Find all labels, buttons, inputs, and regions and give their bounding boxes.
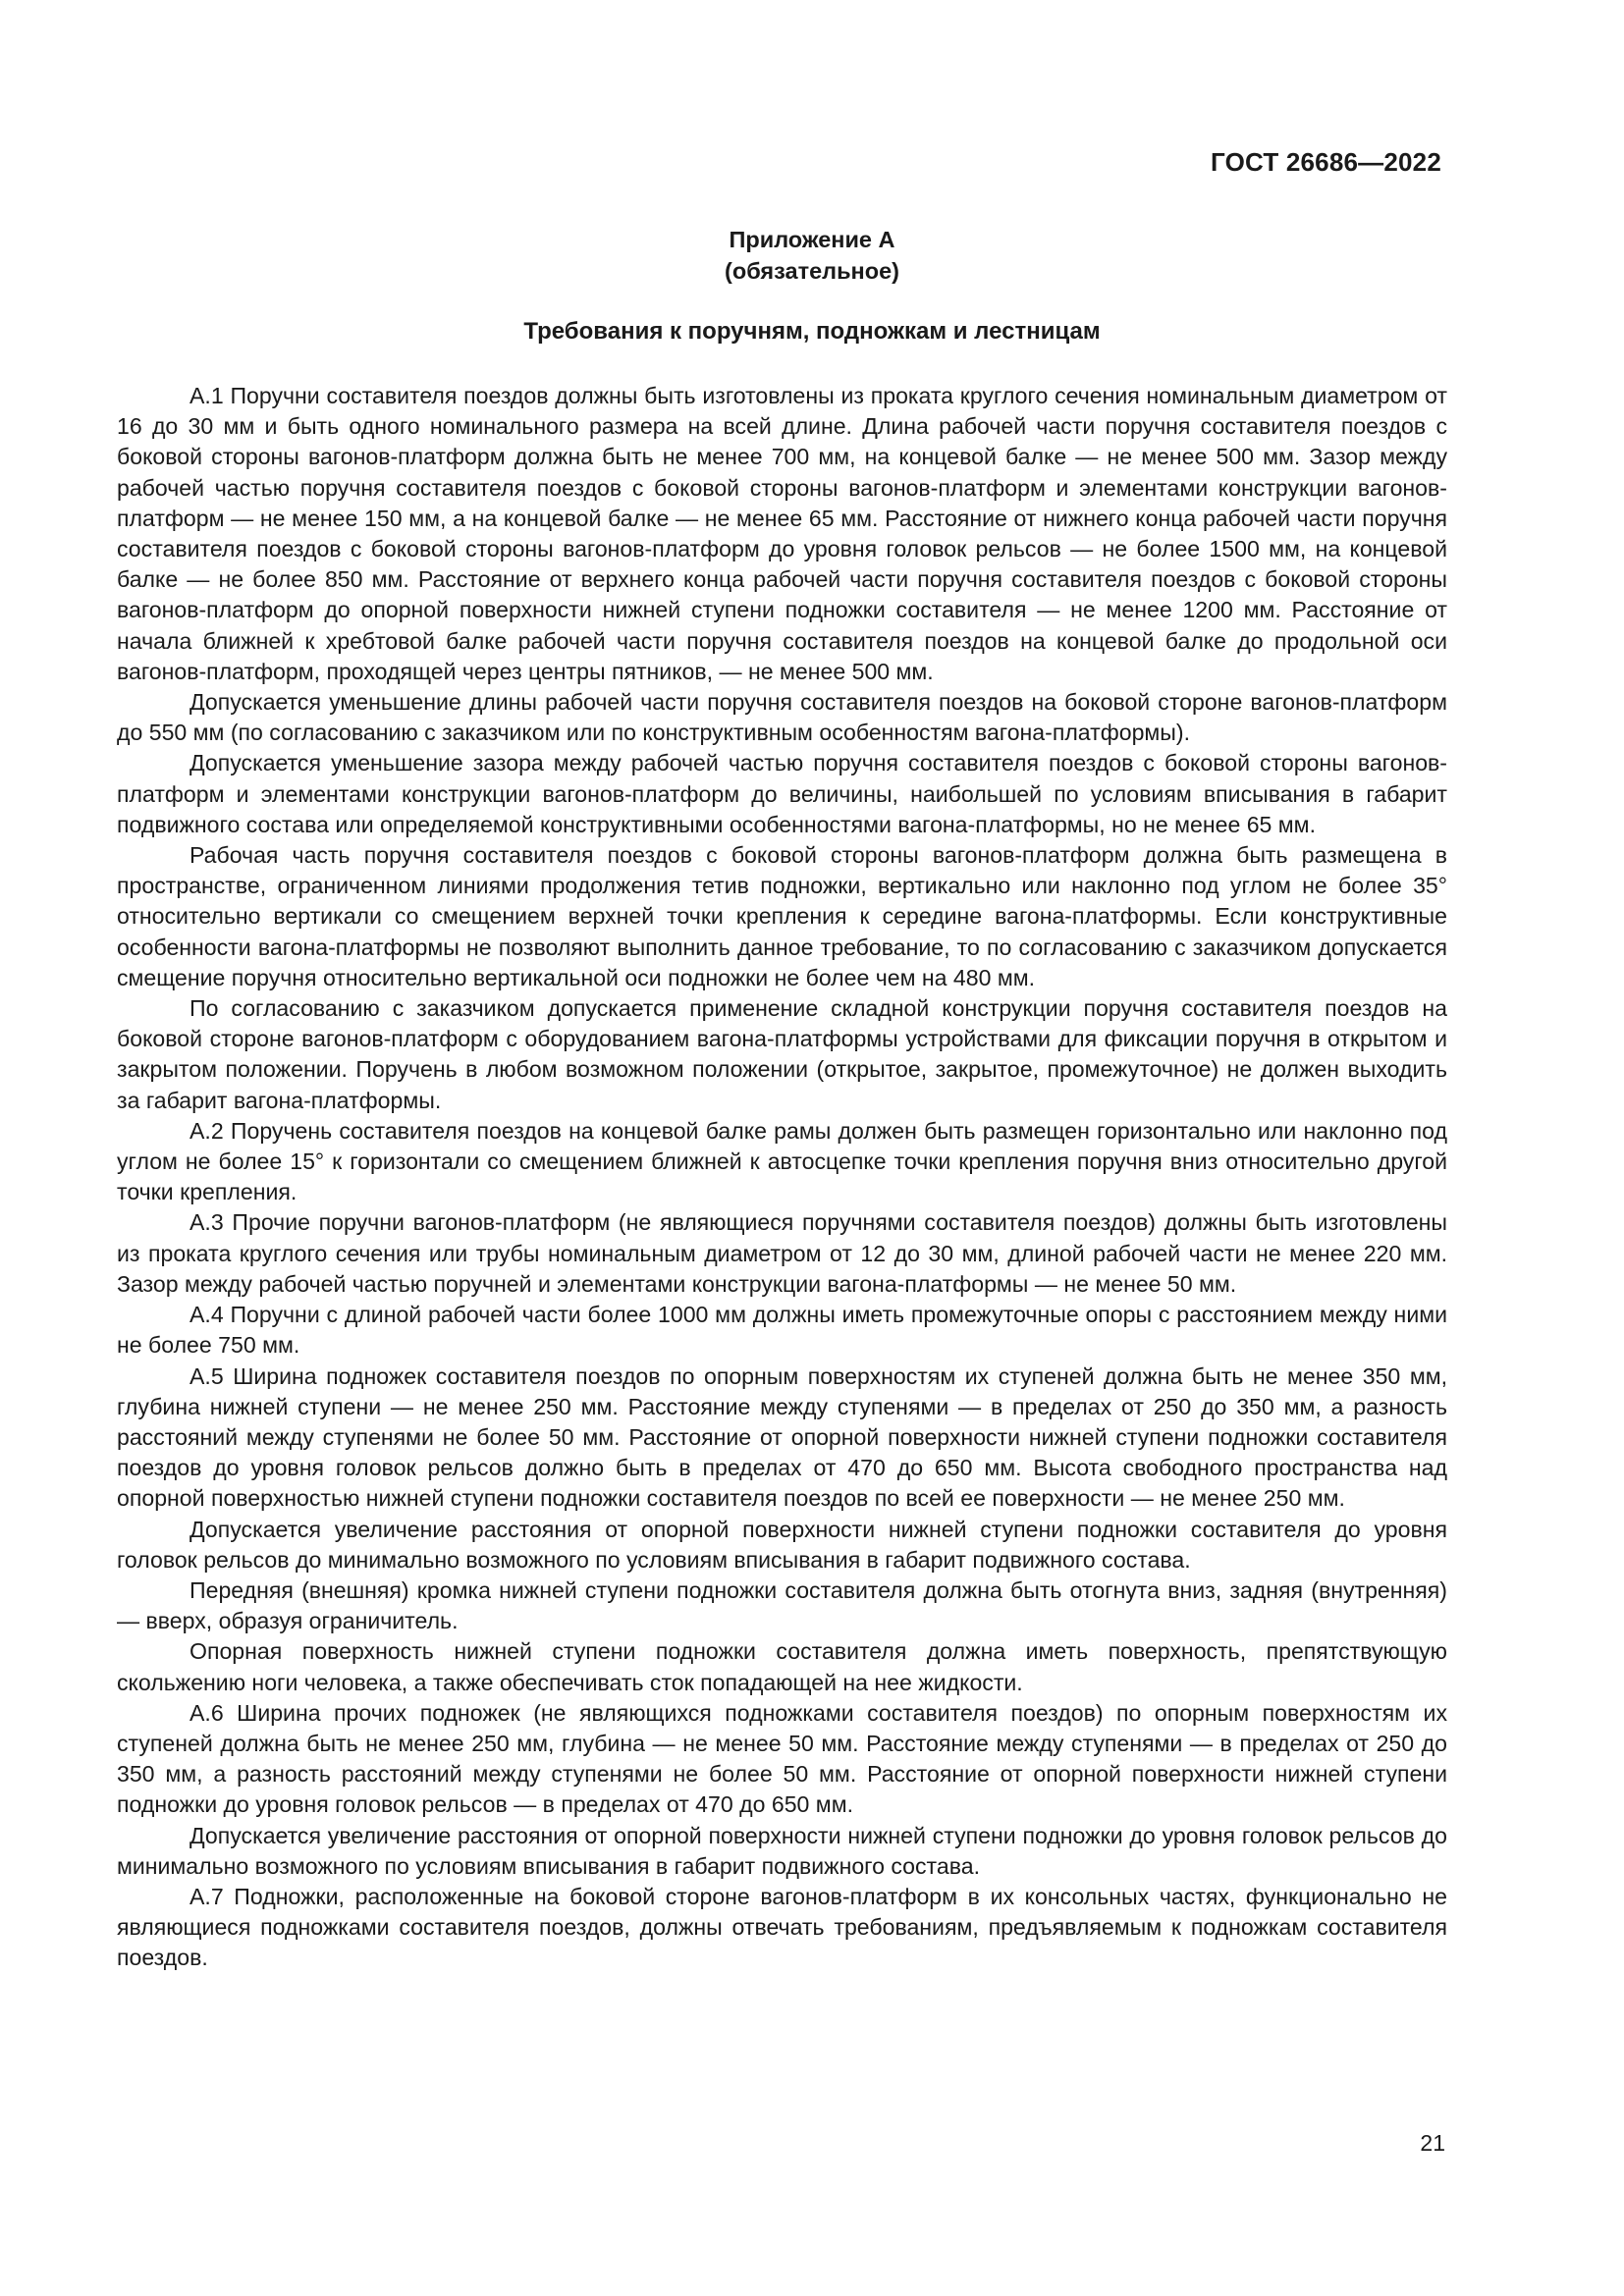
page-number: 21 (1420, 2130, 1445, 2156)
annex-heading (0, 224, 1624, 287)
annex-title: Приложение А (729, 227, 895, 252)
paragraph: Допускается уменьшение зазора между рабочей частью поручня составителя поездов с боковой стороны вагонов-платформ и элементами конструкции вагонов-платформ до величины, наибольшей по условиям вписывания в габарит подвижного состава или определяемой конструктивными особенностями вагона-платформы, но не менее 65 мм. (117, 750, 1447, 837)
paragraph-a3: А.3 Прочие поручни вагонов-платформ (не являющиеся поручнями составителя поездов) должны быть изготовлены из проката круглого сечения или трубы номинальным диаметром от 12 до 30 мм, длиной рабочей части не менее 220 мм. Зазор между рабочей частью поручней и элементами конструкции вагона-платформы — не менее 50 мм. (117, 1209, 1447, 1297)
annex-status: (обязательное) (725, 258, 899, 284)
paragraph-a6: А.6 Ширина прочих подножек (не являющихся подножками составителя поездов) по опорным поверхностям их ступеней должна быть не менее 250 мм, глубина — не менее 50 мм. Расстояние между ступенями — в пределах от 250 до 350 мм, а разность расстояний между ступенями не более 50 мм. Расстояние от опорной поверхности нижней ступени подножки до уровня головок рельсов — в пределах от 470 до 650 мм. (117, 1699, 1447, 1818)
paragraph-a2: А.2 Поручень составителя поездов на концевой балке рамы должен быть размещен горизонтально или наклонно под углом не более 15° к горизонтали со смещением ближней к автосцепке точки крепления поручня вниз относительно другой точки крепления. (117, 1117, 1447, 1205)
document-body (117, 381, 1447, 1974)
paragraph: Передняя (внешняя) кромка нижней ступени подножки составителя должна быть отогнута вниз, задняя (внутренняя) — вверх, образуя ограничитель. (117, 1576, 1447, 1634)
paragraph: Допускается увеличение расстояния от опорной поверхности нижней ступени подножки до уровня головок рельсов до минимально возможного по условиям вписывания в габарит подвижного состава. (117, 1822, 1447, 1879)
section-title: Требования к поручням, подножкам и лестницам (523, 318, 1101, 345)
paragraph: Опорная поверхность нижней ступени подножки составителя должна иметь поверхность, препятствующую скольжению ноги человека, а также обеспечивать сток попадающей на нее жидкости. (117, 1638, 1447, 1695)
paragraph: Допускается увеличение расстояния от опорной поверхности нижней ступени подножки составителя до уровня головок рельсов до минимально возможного по условиям вписывания в габарит подвижного состава. (117, 1516, 1447, 1573)
paragraph-a7: А.7 Подножки, расположенные на боковой стороне вагонов-платформ в их консольных частях, функционально не являющиеся подножками составителя поездов, должны отвечать требованиям, предъявляемым к подножкам составителя поездов. (117, 1883, 1447, 1971)
paragraph-a4: А.4 Поручни с длиной рабочей части более 1000 мм должны иметь промежуточные опоры с расстоянием между ними не более 750 мм. (117, 1302, 1447, 1359)
paragraph-a5: А.5 Ширина подножек составителя поездов по опорным поверхностям их ступеней должна быть не менее 350 мм, глубина нижней ступени — не менее 250 мм. Расстояние между ступенями — в пределах от 250 до 350 мм, а разность расстояний между ступенями не более 50 мм. Расстояние от опорной поверхности нижней ступени подножки составителя поездов до уровня головок рельсов должно быть в пределах от 470 до 650 мм. Высота свободного пространства над опорной поверхностью нижней ступени подножки составителя поездов по всей ее поверхности — не менее 250 мм. (117, 1362, 1447, 1512)
paragraph: Рабочая часть поручня составителя поездов с боковой стороны вагонов-платформ должна быть размещена в пространстве, ограниченном линиями продолжения тетив подножки, вертикально или наклонно под углом не более 35° относительно вертикали со смещением верхней точки крепления к середине вагона-платформы. Если конструктивные особенности вагона-платформы не позволяют выполнить данное требование, то по согласованию с заказчиком допускается смещение поручня относительно вертикальной оси подножки не более чем на 480 мм. (117, 842, 1447, 990)
paragraph: По согласованию с заказчиком допускается применение складной конструкции поручня составителя поездов на боковой стороне вагонов-платформ с оборудованием вагона-платформы устройствами для фиксации поручня в открытом и закрытом положении. Поручень в любом возможном положении (открытое, закрытое, промежуточное) не должен выходить за габарит вагона-платформы. (117, 995, 1447, 1113)
paragraph: Допускается уменьшение длины рабочей части поручня составителя поездов на боковой стороне вагонов-платформ до 550 мм (по согласованию с заказчиком или по конструктивным особенностям вагона-платформы). (117, 689, 1447, 746)
paragraph-a1: А.1 Поручни составителя поездов должны быть изготовлены из проката круглого сечения номинальным диаметром от 16 до 30 мм и быть одного номинального размера на всей длине. Длина рабочей части поручня составителя поездов с боковой стороны вагонов-платформ должна быть не менее 700 мм, на концевой балке — не менее 500 мм. Зазор между рабочей частью поручня составителя поездов с боковой стороны вагонов-платформ и элементами конструкции вагонов-платформ — не менее 150 мм, а на концевой балке — не менее 65 мм. Расстояние от нижнего конца рабочей части поручня составителя поездов с боковой стороны вагонов-платформ до уровня головок рельсов — не более 1500 мм, на концевой балке — не более 850 мм. Расстояние от верхнего конца рабочей части поручня составителя поездов с боковой стороны вагонов-платформ до опорной поверхности нижней ступени подножки составителя — не менее 1200 мм. Расстояние от начала ближней к хребтовой балке рабочей части поручня составителя поездов на концевой балке до продольной оси вагонов-платформ, проходящей через центры пятников, — не менее 500 мм. (117, 383, 1447, 684)
document-code: ГОСТ 26686—2022 (1211, 147, 1441, 177)
